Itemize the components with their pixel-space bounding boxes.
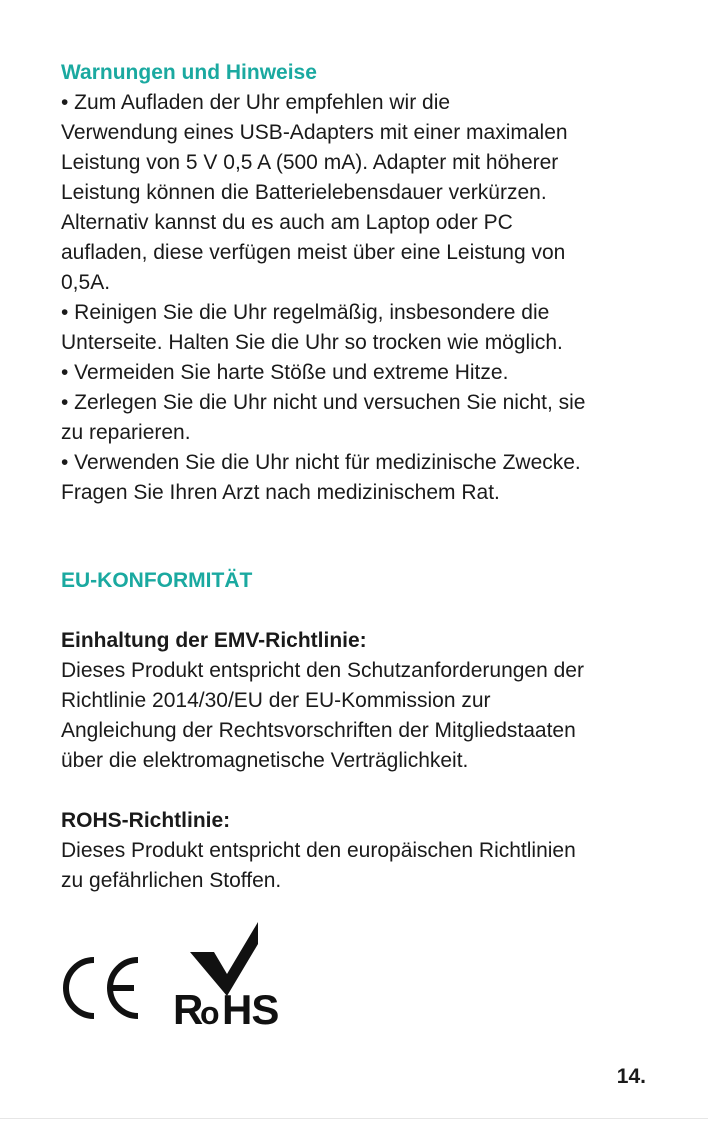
text-line: Unterseite. Halten Sie die Uhr so trocken wie möglich. <box>61 331 563 354</box>
text-line: • Verwenden Sie die Uhr nicht für medizinische Zwecke. <box>61 451 581 474</box>
spacer <box>61 596 671 626</box>
spacer <box>61 776 671 806</box>
eu-conformity-heading: EU-KONFORMITÄT <box>61 569 253 592</box>
text-line: über die elektromagnetische Verträglichkeit. <box>61 749 469 772</box>
emv-heading: Einhaltung der EMV-Richtlinie: <box>61 629 367 652</box>
warnings-heading: Warnungen und Hinweise <box>61 61 317 84</box>
rohs-text <box>61 836 671 896</box>
text-line: Richtlinie 2014/30/EU der EU-Kommission zur <box>61 689 491 712</box>
text-line: Angleichung der Rechtsvorschriften der Mitgliedstaaten <box>61 719 576 742</box>
svg-text:o: o <box>200 995 220 1028</box>
text-line: zu reparieren. <box>61 421 191 444</box>
text-line: Verwendung eines USB-Adapters mit einer maximalen <box>61 121 568 144</box>
text-line: • Reinigen Sie die Uhr regelmäßig, insbesondere die <box>61 301 550 324</box>
svg-text:R: R <box>173 986 203 1028</box>
page-content <box>61 58 671 896</box>
text-line: • Vermeiden Sie harte Stöße und extreme Hitze. <box>61 361 509 384</box>
text-line: Dieses Produkt entspricht den Schutzanforderungen der <box>61 659 584 682</box>
rohs-heading: ROHS-Richtlinie: <box>61 809 231 832</box>
emv-text <box>61 656 671 776</box>
text-line: zu gefährlichen Stoffen. <box>61 869 282 892</box>
text-line: aufladen, diese verfügen meist über eine Leistung von <box>61 241 566 264</box>
text-line: Leistung können die Batterielebensdauer verkürzen. <box>61 181 547 204</box>
text-line: Alternativ kannst du es auch am Laptop oder PC <box>61 211 513 234</box>
page-number: 14. <box>616 1065 646 1088</box>
svg-text:HS: HS <box>222 986 279 1028</box>
text-line: Fragen Sie Ihren Arzt nach medizinischem Rat. <box>61 481 500 504</box>
certification-logos <box>58 922 298 1028</box>
ce-mark-icon <box>58 956 142 1020</box>
text-line: Dieses Produkt entspricht den europäischen Richtlinien <box>61 839 576 862</box>
text-line: 0,5A. <box>61 271 111 294</box>
bottom-divider <box>0 1118 708 1119</box>
text-line: • Zum Aufladen der Uhr empfehlen wir die <box>61 91 451 114</box>
text-line: • Zerlegen Sie die Uhr nicht und versuchen Sie nicht, sie <box>61 391 586 414</box>
warnings-text <box>61 88 671 508</box>
rohs-logo-icon <box>172 922 288 1028</box>
text-line: Leistung von 5 V 0,5 A (500 mA). Adapter mit höherer <box>61 151 559 174</box>
spacer <box>61 508 671 566</box>
